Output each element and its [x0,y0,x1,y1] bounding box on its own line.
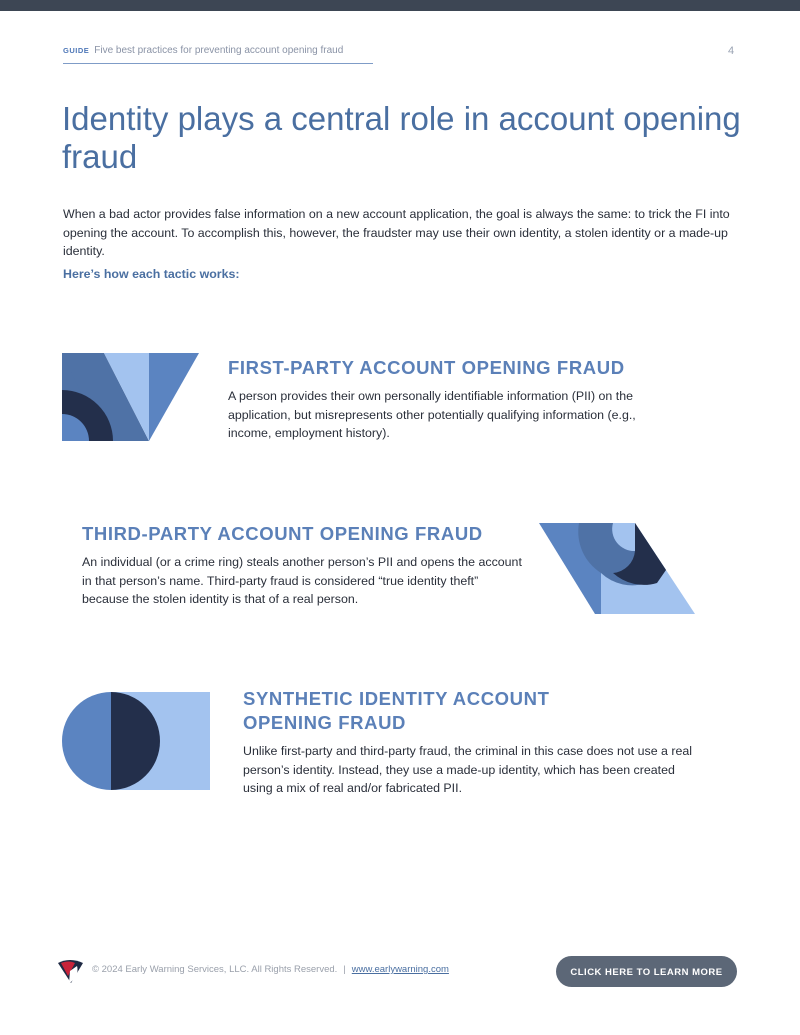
section-title-synthetic: SYNTHETIC IDENTITY ACCOUNT OPENING FRAUD [243,688,550,733]
third-party-illustration [539,523,695,614]
synthetic-identity-illustration [62,690,210,790]
section-body-synthetic: Unlike first-party and third-party fraud, the criminal in this case does not use a real person’s identity. Instead, they use a made-up identity, which has been created using a mix of real and/or fabricated PII. [243,744,693,795]
footer-copyright [92,964,449,975]
intro-paragraph: When a bad actor provides false information on a new account application, the goal is always the same: to trick the FI into opening the account. To accomplish this, however, the fraudster may use their own identity, a stolen identity or a made-up identity. [63,207,730,258]
header-title: Five best practices for preventing account opening fraud [94,45,344,56]
lead-text: Here’s how each tactic works: [63,267,240,281]
section-body-third-party: An individual (or a crime ring) steals another person’s PII and opens the account in that person’s name. Third-party fraud is considered “true identity theft” because the stolen identity is that of a real person. [82,555,522,606]
footer-website-link[interactable]: www.earlywarning.com [351,964,449,975]
header-tag: GUIDE [63,46,90,55]
running-header [63,45,373,64]
first-party-illustration [62,353,199,441]
section-title-first-party: FIRST-PARTY ACCOUNT OPENING FRAUD [228,357,625,378]
learn-more-button[interactable]: CLICK HERE TO LEARN MORE [556,956,737,987]
page-number: 4 [728,45,735,57]
section-body-first-party: A person provides their own personally identifiable information (PII) on the application, but misrepresents other potentially qualifying information (e.g., income, employment history). [228,389,636,440]
page-title: Identity plays a central role in account opening fraud [62,100,741,175]
copyright-text: © 2024 Early Warning Services, LLC. All Rights Reserved. [92,964,338,975]
footer-separator: | [343,964,346,975]
top-bar [0,0,800,11]
section-title-third-party: THIRD-PARTY ACCOUNT OPENING FRAUD [82,523,483,544]
early-warning-logo-icon [57,957,85,985]
